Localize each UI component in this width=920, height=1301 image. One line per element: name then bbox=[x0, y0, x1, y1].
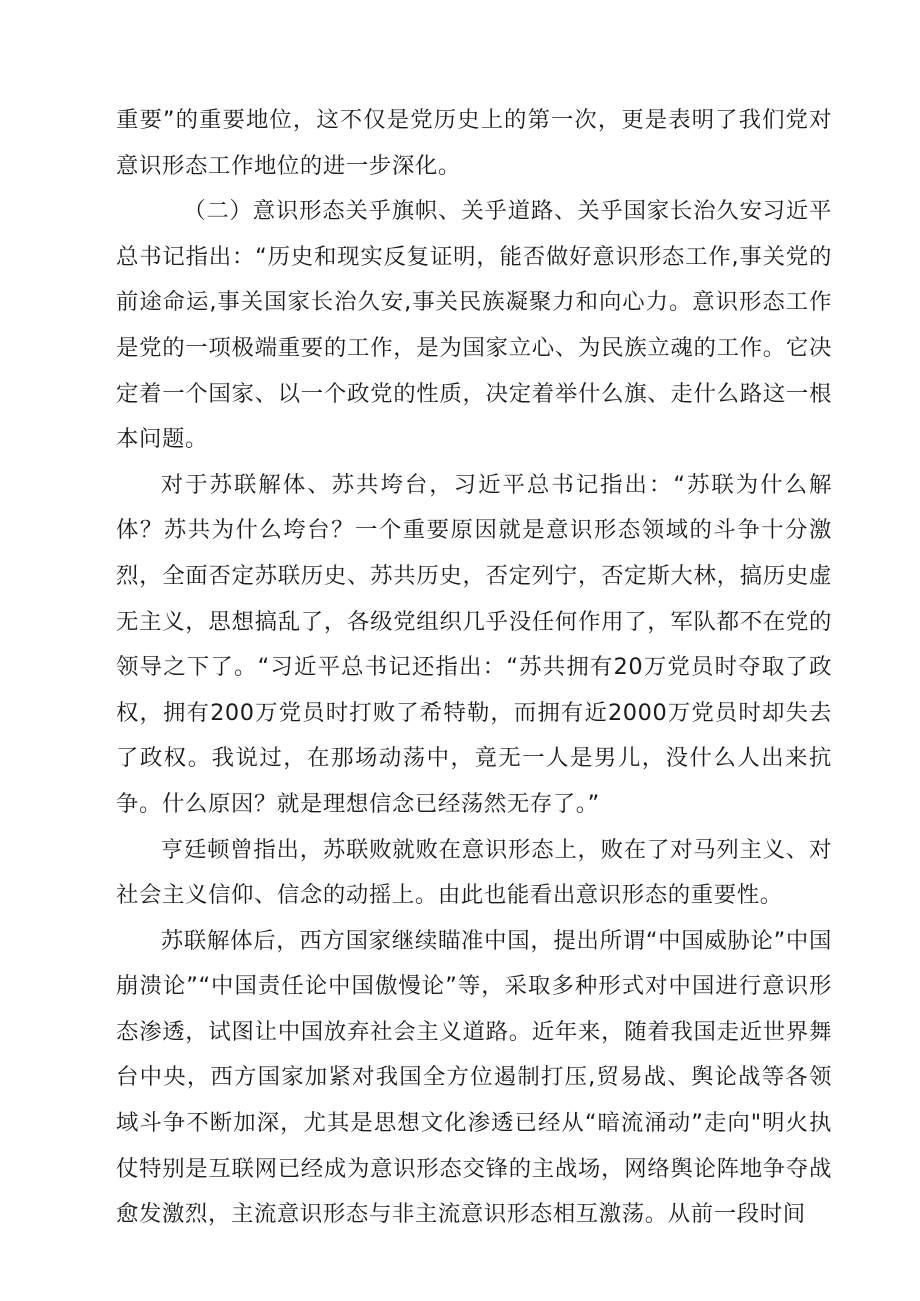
document-body bbox=[116, 98, 832, 1238]
paragraph-soviet-collapse: 对于苏联解体、苏共垮台，习近平总书记指出：“苏联为什么解体？苏共为什么垮台？一个重要原因就是意识形态领域的斗争十分激烈，全面否定苏联历史、苏共历史，否定列宁，否定斯大林，搞历史虚无主义，思想搞乱了，各级党组织几乎没任何作用了，军队都不在党的领导之下了。“习近平总书记还指出：“苏共拥有20万党员时夺取了政权，拥有200万党员时打败了希特勒，而拥有近2000万党员时却失去了政权。我说过，在那场动荡中，竟无一人是男儿，没什么人出来抗争。什么原因？就是理想信念已经荡然无存了。” bbox=[116, 471, 832, 817]
paragraph-huntington: 亨廷顿曾指出，苏联败就败在意识形态上，败在了对马列主义、对社会主义信仰、信念的动摇上。由此也能看出意识形态的重要性。 bbox=[116, 836, 832, 909]
section-heading-paragraph: （二）意识形态关乎旗帜、关乎道路、关乎国家长治久安习近平总书记指出：“历史和现实反复证明，能否做好意识形态工作,事关党的前途命运,事关国家长治久安,事关民族凝聚力和向心力。意识形态工作是党的一项极端重要的工作，是为国家立心、为民族立魂的工作。它决定着一个国家、以一个政党的性质，决定着举什么旗、走什么路这一根本问题。 bbox=[116, 198, 832, 453]
paragraph-continuation: 重要”的重要地位，这不仅是党历史上的第一次，更是表明了我们党对意识形态工作地位的进一步深化。 bbox=[116, 107, 832, 179]
paragraph-western-countries: 苏联解体后，西方国家继续瞄准中国，提出所谓“中国威胁论”中国崩溃论”“中国责任论中国傲慢论”等，采取多种形式对中国进行意识形态渗透，试图让中国放弃社会主义道路。近年来，随着我国走近世界舞台中央，西方国家加紧对我国全方位遏制打压,贸易战、舆论战等各领域斗争不断加深，尤其是思想文化渗透已经从“暗流涌动”走向"明火执仗特别是互联网已经成为意识形态交锋的主战场，网络舆论阵地争夺战愈发激烈，主流意识形态与非主流意识形态相互激荡。从前一段时间 bbox=[116, 927, 832, 1228]
